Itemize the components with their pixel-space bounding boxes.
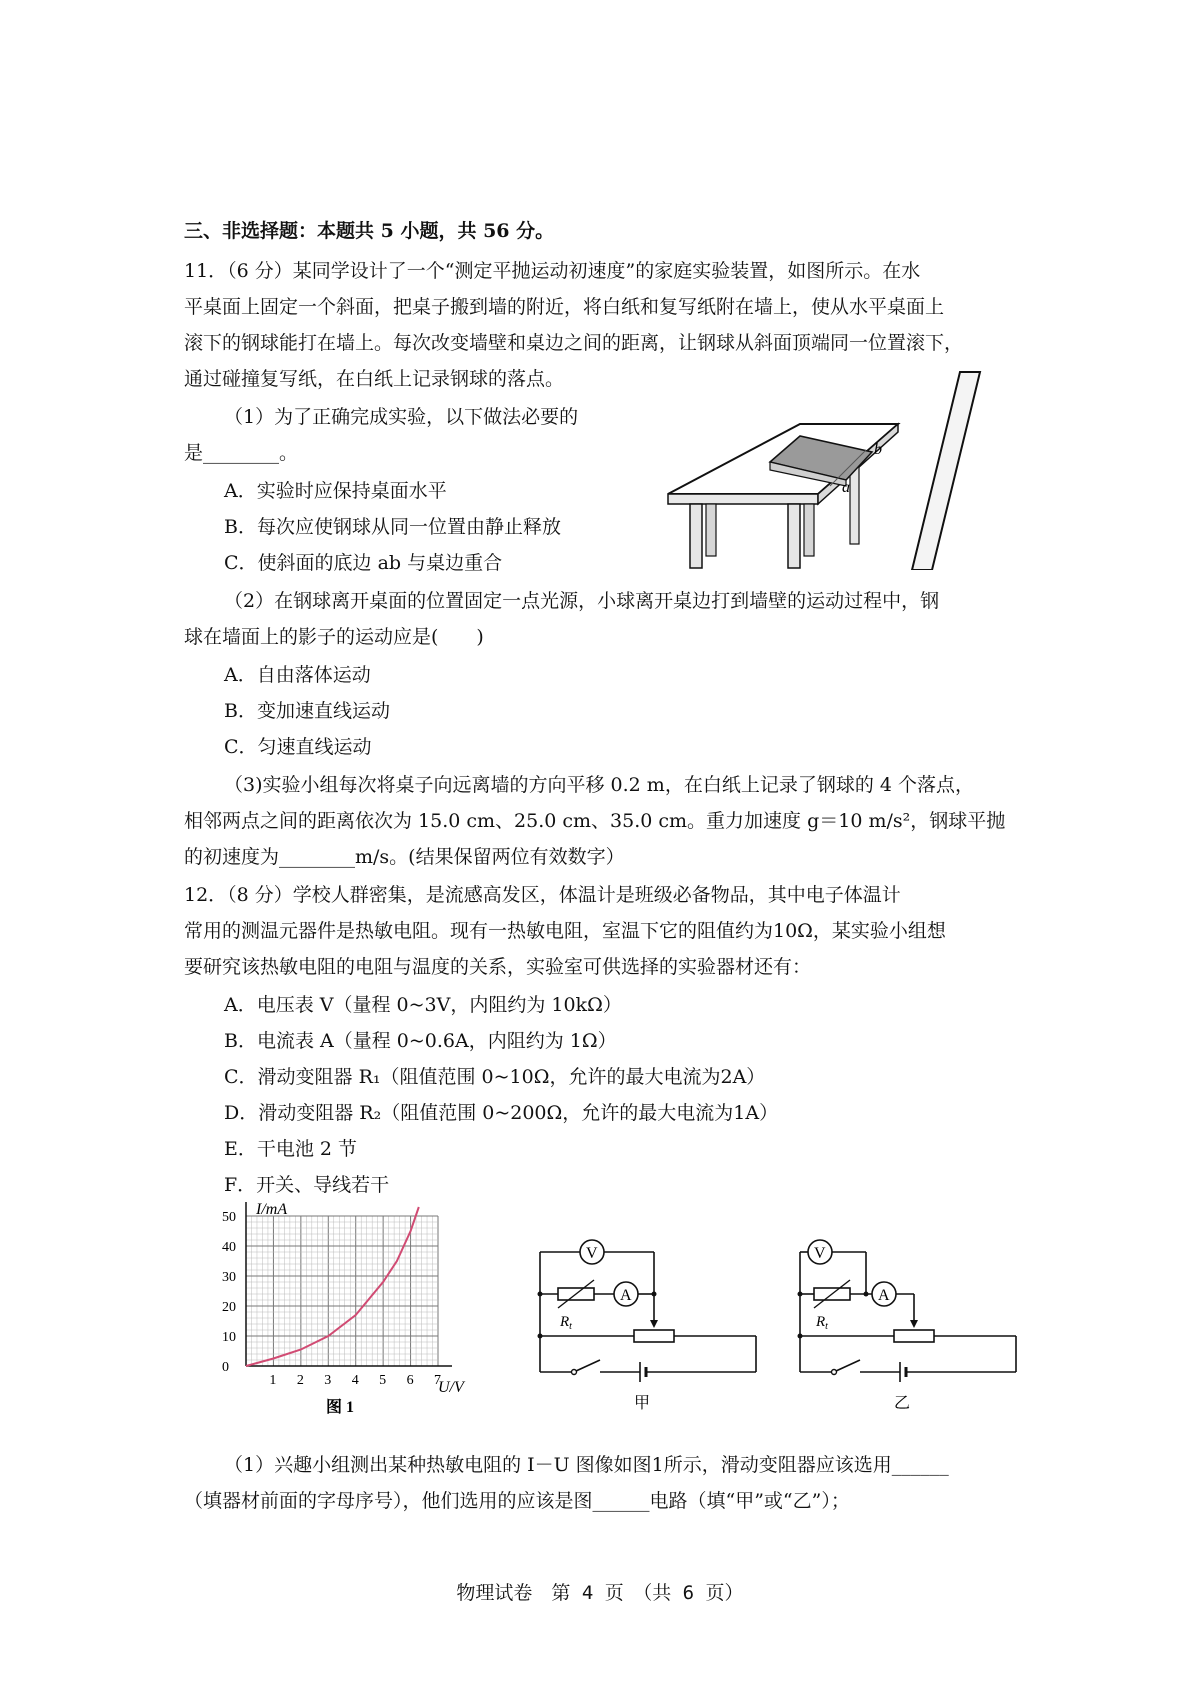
graph-grid [246,1216,438,1366]
q12-option: C．滑动变阻器 R₁（阻值范围 0~10Ω，允许的最大电流为2A） [224,1066,766,1088]
q11-part2-option: A．自由落体运动 [224,664,371,686]
y-tick-label: 0 [222,1360,229,1375]
graph-ylabel: I/mA [256,1201,288,1218]
meter-v-label: V [586,1245,598,1262]
x-tick-label: 1 [269,1373,277,1388]
x-tick-label: 5 [379,1373,387,1388]
q12-line: 常用的测温元器件是热敏电阻。现有一热敏电阻，室温下它的阻值约为10Ω，某实验小组想 [184,920,946,942]
q11-part2-text: （2）在钢球离开桌面的位置固定一点光源，小球离开桌边打到墙壁的运动过程中，钢 [224,590,940,612]
q11-part2-option: B．变加速直线运动 [224,700,390,722]
q11-part3-text: （3)实验小组每次将桌子向远离墙的方向平移 0.2 m，在白纸上记录了钢球的 4 个落点， [224,774,974,796]
switch-icon [576,1360,600,1371]
label-a: a [842,479,850,496]
q11-line: 通过碰撞复写纸，在白纸上记录钢球的落点。 [184,368,565,390]
graph-xlabel: U/V [438,1379,464,1396]
resistor-label: $R_t$ [560,1314,572,1332]
q12-part1-text: （1）兴趣小组测出某种热敏电阻的 I－U 图像如图1所示，滑动变阻器应该选用______ [224,1454,949,1476]
x-tick-label: 7 [434,1373,441,1388]
q12-option: E．干电池 2 节 [224,1138,358,1160]
q12-option: D．滑动变阻器 R₂（阻值范围 0~200Ω，允许的最大电流为1A） [224,1102,779,1124]
y-tick-label: 40 [222,1240,236,1255]
x-tick-label: 4 [351,1373,359,1388]
meter-a-label: A [878,1287,890,1304]
circuit-jia [530,1222,770,1412]
meter-a-label: A [620,1287,632,1304]
section-title: 三、非选择题：本题共 5 小题，共 56 分。 [184,220,555,242]
label-b: b [874,441,882,458]
q12-option: A．电压表 V（量程 0~3V，内阻约为 10kΩ） [224,994,622,1016]
switch-icon [836,1360,860,1371]
q12-option: B．电流表 A（量程 0~0.6A，内阻约为 1Ω） [224,1030,617,1052]
y-tick-label: 50 [222,1210,236,1225]
q12-option: F．开关、导线若干 [224,1174,390,1196]
table-incline-figure [660,370,1040,570]
q11-part1-option: A．实验时应保持桌面水平 [224,480,447,502]
iu-graph [216,1196,496,1416]
meter-v-label: V [814,1245,826,1262]
q11-part1-text: （1）为了正确完成实验，以下做法必要的 [224,406,579,428]
q11-part1-text: 是________。 [184,442,299,464]
circuit-yi [790,1222,1030,1412]
q12-line: 要研究该热敏电阻的电阻与温度的关系，实验室可供选择的实验器材还有： [184,956,812,978]
circuit-label-jia: 甲 [634,1395,651,1412]
q11-part3-text: 相邻两点之间的距离依次为 15.0 cm、25.0 cm、35.0 cm。重力加速度 g＝10 m/s²，钢球平抛 [184,810,1006,832]
page-footer: 物理试卷 第 4 页 （共 6 页） [456,1582,744,1604]
resistor-label: $R_t$ [816,1314,828,1332]
q11-line: 11．（6 分）某同学设计了一个“测定平抛运动初速度”的家庭实验装置，如图所示。在水 [184,260,921,282]
q11-line: 平桌面上固定一个斜面，把桌子搬到墙的附近，将白纸和复写纸附在墙上，使从水平桌面上 [184,296,945,318]
q11-part1-option: B．每次应使钢球从同一位置由静止释放 [224,516,561,538]
x-tick-label: 6 [406,1373,414,1388]
q11-line: 滚下的钢球能打在墙上。每次改变墙壁和桌边之间的距离，让钢球从斜面顶端同一位置滚下， [184,332,964,354]
q11-part2-text: 球在墙面上的影子的运动应是( ) [184,626,484,648]
q11-part1-option: C．使斜面的底边 ab 与桌边重合 [224,552,503,574]
x-tick-label: 3 [324,1373,332,1388]
x-tick-label: 2 [296,1373,304,1388]
q12-line: 12．（8 分）学校人群密集，是流感高发区，体温计是班级必备物品，其中电子体温计 [184,884,901,906]
y-tick-label: 20 [222,1300,236,1315]
y-tick-label: 30 [222,1270,236,1285]
y-tick-label: 10 [222,1330,236,1345]
q11-part3-text: 的初速度为________m/s。(结果保留两位有效数字） [184,846,625,868]
circuit-label-yi: 乙 [894,1395,911,1412]
q11-part2-option: C．匀速直线运动 [224,736,372,758]
rheostat-icon [634,1330,674,1342]
rheostat-icon [894,1330,934,1342]
graph-caption: 图 1 [326,1399,355,1416]
q12-part1-text: （填器材前面的字母序号），他们选用的应该是图______电路（填“甲”或“乙”）； [184,1490,850,1512]
